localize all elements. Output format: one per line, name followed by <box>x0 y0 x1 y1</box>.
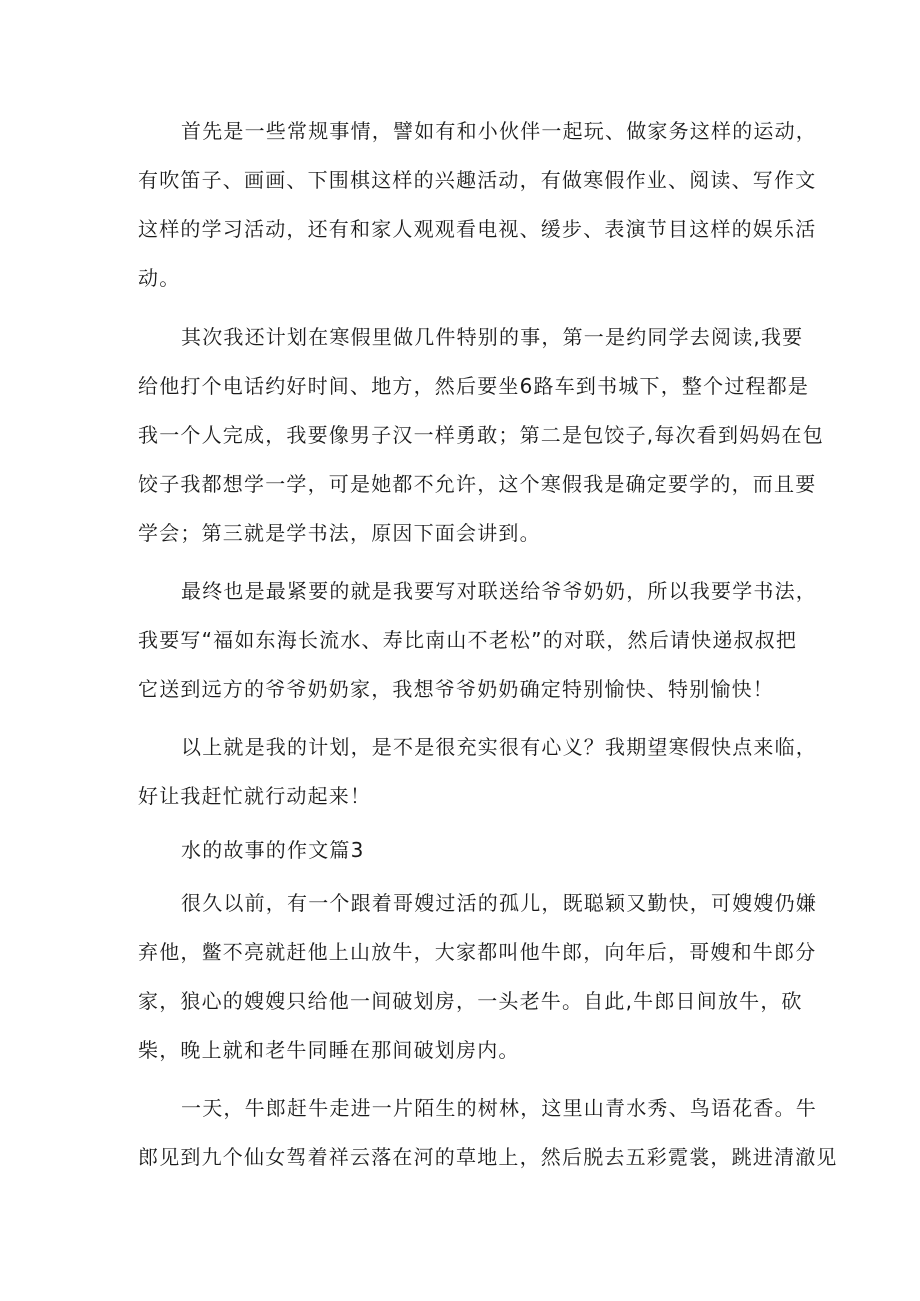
text-line: 我一个人完成，我要像男子汉一样勇敢；第二是包饺子,每次看到妈妈在包 <box>138 423 824 447</box>
text-line: 它送到远方的爷爷奶奶家，我想爷爷奶奶确定特别愉快、特别愉快！ <box>138 677 774 701</box>
text-line: 我要写“福如东海长流水、寿比南山不老松”的对联，然后请快递叔叔把 <box>138 628 798 652</box>
text-line: 动。 <box>138 266 181 290</box>
text-line: 这样的学习活动，还有和家人观观看电视、缓步、表演节目这样的娱乐活 <box>138 217 817 241</box>
text-line: 郎见到九个仙女驾着祥云落在河的草地上，然后脱去五彩霓裳，跳进清澈见 <box>138 1145 838 1169</box>
text-line: 其次我还计划在寒假里做几件特别的事，第一是约同学去阅读,我要 <box>181 325 804 349</box>
text-line: 首先是一些常规事情，譬如有和小伙伴一起玩、做家务这样的运动， <box>181 119 817 143</box>
section-title: 水的故事的作文篇3 <box>181 838 365 862</box>
text-line: 一天，牛郎赶牛走进一片陌生的树林，这里山青水秀、鸟语花香。牛 <box>181 1096 817 1120</box>
paragraph-plans-special <box>138 313 824 558</box>
text-line: 以上就是我的计划，是不是很充实很有心义？我期望寒假快点来临， <box>181 735 817 759</box>
paragraph-plans-couplet <box>138 567 817 714</box>
text-line: 很久以前，有一个跟着哥嫂过活的孤儿，既聪颖又勤快，可嫂嫂仍嫌 <box>181 891 817 915</box>
text-line: 柴，晚上就和老牛同睡在那间破划房内。 <box>138 1038 520 1062</box>
text-line: 最终也是最紧要的就是我要写对联送给爷爷奶奶，所以我要学书法， <box>181 579 817 603</box>
text-line: 有吹笛子、画画、下围棋这样的兴趣活动，有做寒假作业、阅读、写作文 <box>138 168 817 192</box>
text-line: 饺子我都想学一学，可是她都不允许，这个寒假我是确定要学的，而且要 <box>138 472 817 496</box>
text-line: 给他打个电话约好时间、地方，然后要坐6路车到书城下，整个过程都是 <box>138 374 810 398</box>
paragraph-story-forest <box>138 1084 838 1182</box>
paragraph-plans-routine <box>138 107 817 303</box>
paragraph-plans-conclusion <box>138 723 817 821</box>
section-heading <box>138 826 798 875</box>
text-line: 好让我赶忙就行动起来！ <box>138 784 372 808</box>
text-line: 弃他，鳖不亮就赶他上山放牛，大家都叫他牛郎，向年后，哥嫂和牛郎分 <box>138 940 817 964</box>
text-line: 家，狼心的嫂嫂只给他一间破划房，一头老牛。自此,牛郎日间放牛，砍 <box>138 989 803 1013</box>
text-line: 学会；第三就是学书法，原因下面会讲到。 <box>138 521 541 545</box>
paragraph-story-intro <box>138 879 817 1075</box>
